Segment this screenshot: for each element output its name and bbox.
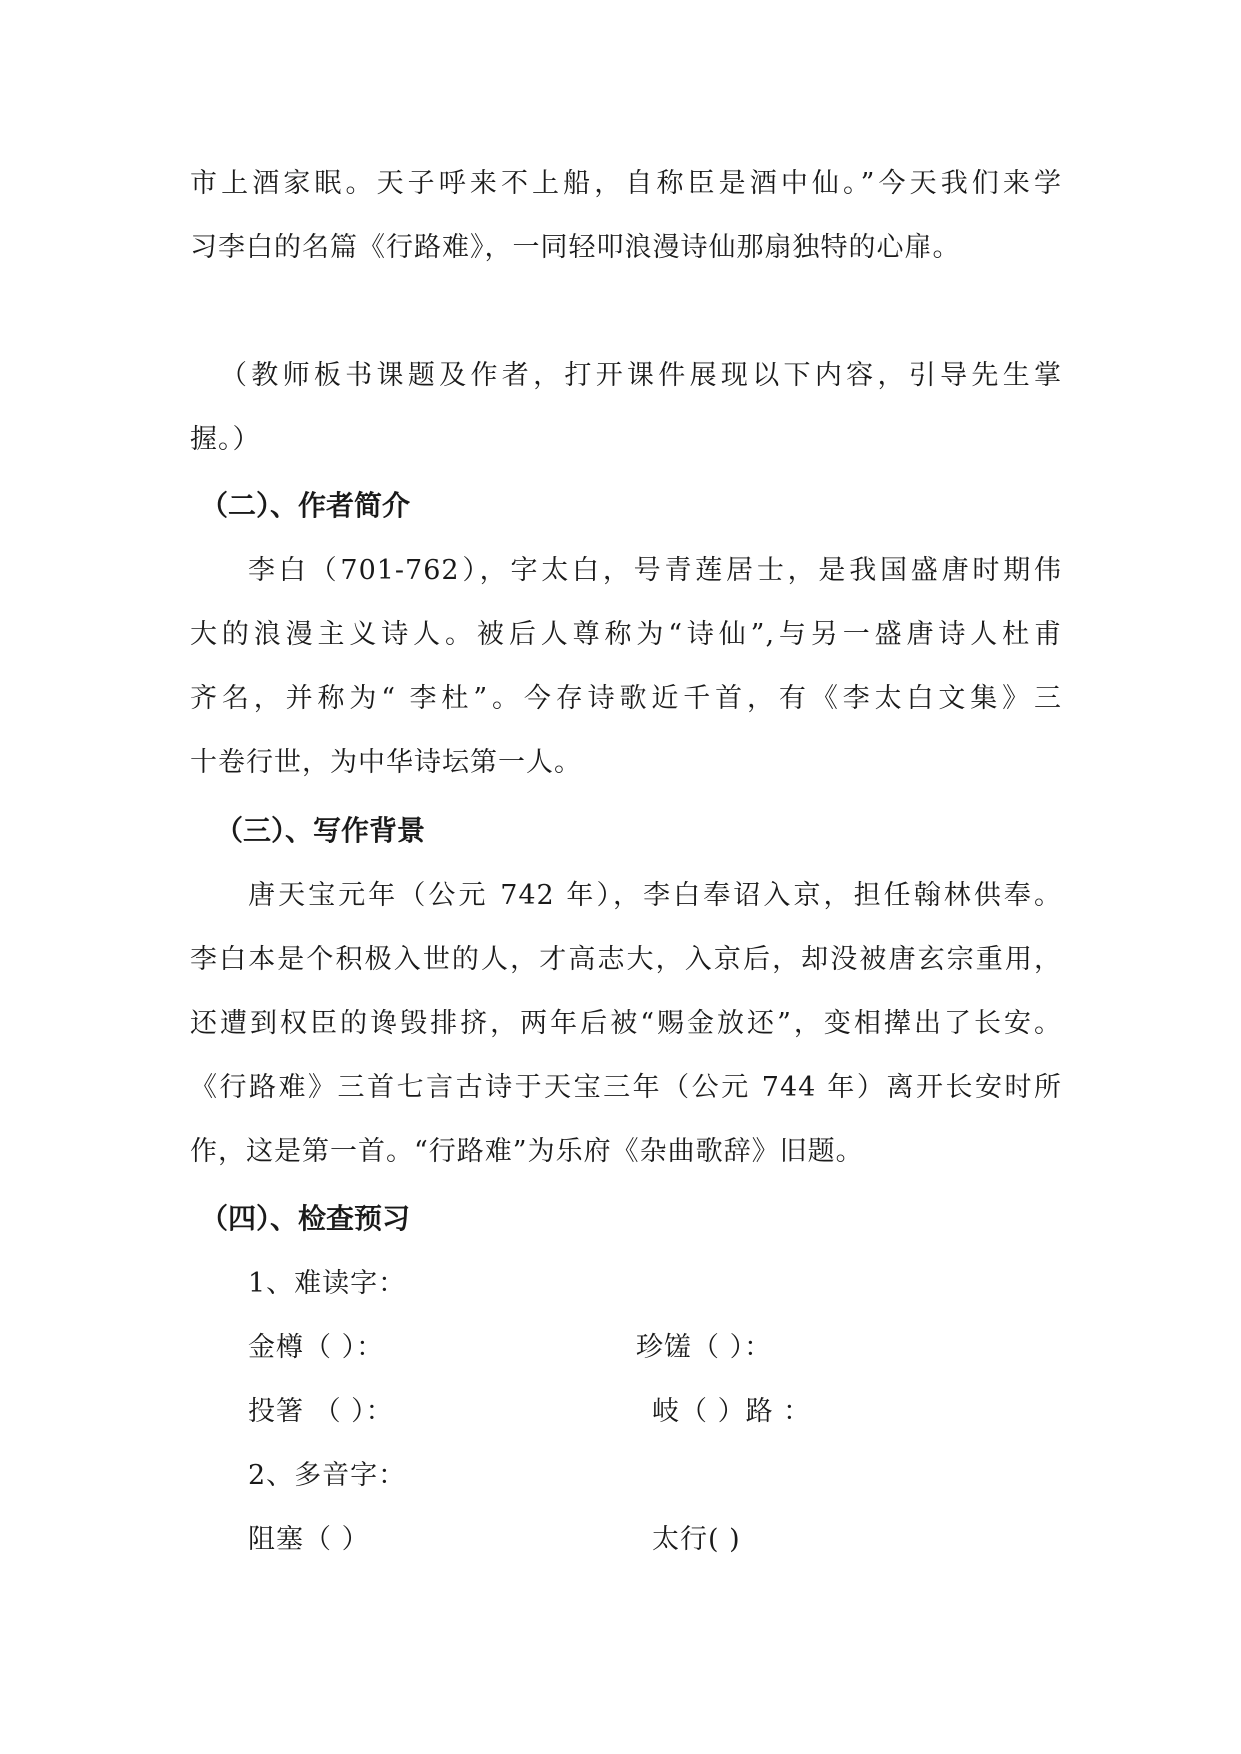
difficult-word-item: 珍馐（ ）： [636, 1332, 773, 1363]
section-heading-background: （三）、写作背景 [215, 814, 426, 847]
author-line-2: 大的浪漫主义诗人。被后人尊称为“诗仙”,与另一盛唐诗人杜甫 [190, 619, 1062, 650]
instruction-line-1: （教师板书课题及作者，打开课件展现以下内容，引导先生掌 [220, 360, 1062, 391]
author-line-3: 齐名，并称为“ 李杜”。今存诗歌近千首，有《李太白文集》三 [190, 683, 1062, 714]
difficult-word-item: 金樽（ ）： [248, 1332, 385, 1363]
author-line-4: 十卷行世，为中华诗坛第一人。 [190, 747, 582, 778]
background-line-5: 作，这是第一首。“行路难”为乐府《杂曲歌辞》旧题。 [190, 1136, 864, 1167]
background-line-4: 《行路难》三首七言古诗于天宝三年（公元 744 年）离开长安时所 [190, 1072, 1062, 1103]
polyphone-label: 2、多音字： [248, 1460, 407, 1491]
intro-line-1: 市上酒家眠。天子呼来不上船，自称臣是酒中仙。”今天我们来学 [190, 168, 1062, 199]
difficult-words-label: 1、难读字： [248, 1268, 407, 1299]
section-heading-preview: （四）、检查预习 [200, 1202, 411, 1235]
background-line-2: 李白本是个积极入世的人，才高志大，入京后，却没被唐玄宗重用， [190, 944, 1062, 975]
background-line-3: 还遭到权臣的谗毁排挤，两年后被“赐金放还”，变相撵出了长安。 [190, 1008, 1062, 1039]
intro-line-2: 习李白的名篇《行路难》，一同轻叩浪漫诗仙那扇独特的心扉。 [190, 232, 961, 263]
author-line-1: 李白（701-762），字太白，号青莲居士，是我国盛唐时期伟 [248, 555, 1062, 586]
instruction-line-2: 握。） [190, 424, 261, 455]
polyphone-item: 阻塞（ ） [248, 1524, 370, 1555]
section-heading-author: （二）、作者简介 [200, 489, 411, 522]
difficult-word-item: 投箸 （ ）： [248, 1396, 394, 1427]
polyphone-item: 太行( ) [652, 1524, 741, 1555]
background-line-1: 唐天宝元年（公元 742 年），李白奉诏入京，担任翰林供奉。 [248, 880, 1062, 911]
difficult-word-item: 岐（ ）路 ： [652, 1396, 812, 1427]
